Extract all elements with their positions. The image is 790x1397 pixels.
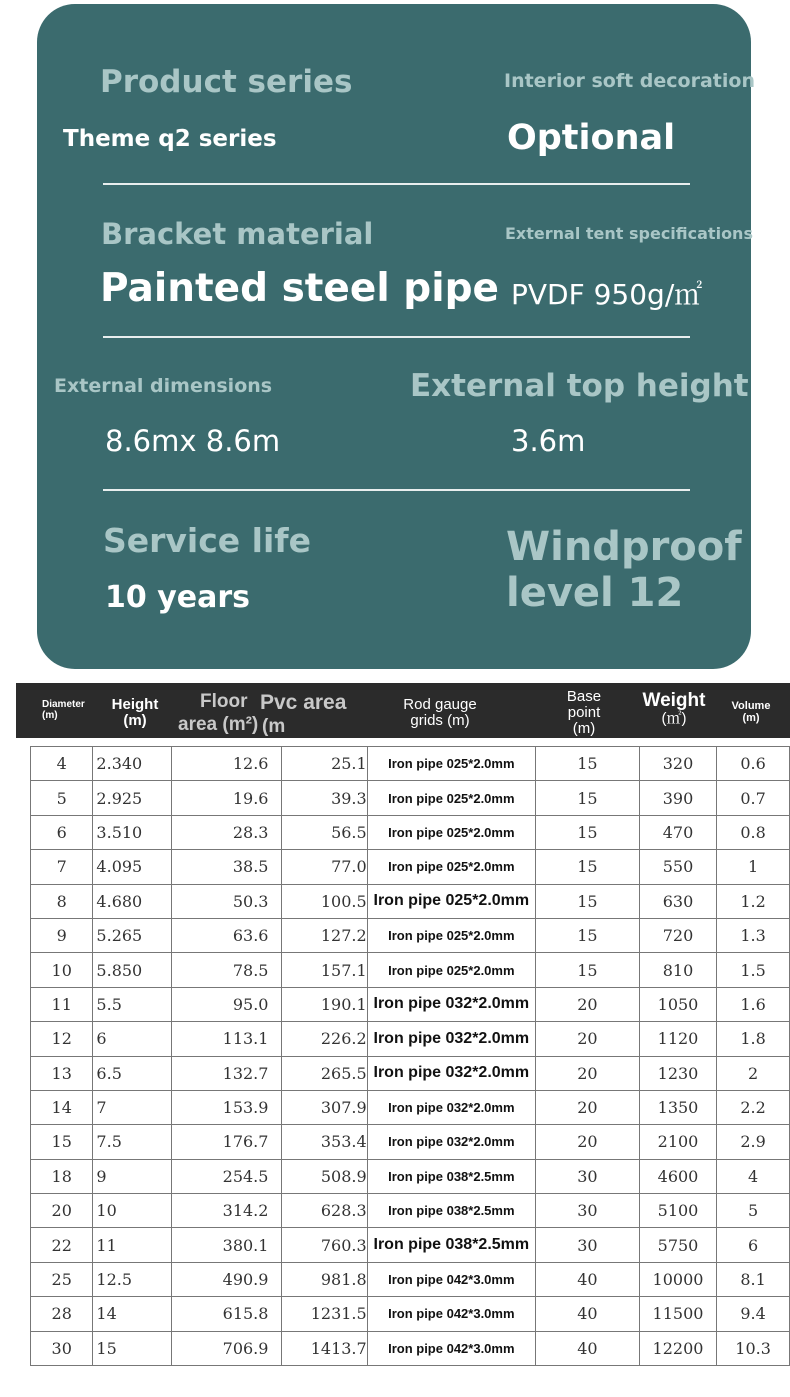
cell-weight: 320 [639, 747, 716, 781]
cell-floor-area: 490.9 [171, 1262, 282, 1296]
cell-rod: Iron pipe 025*2.0mm [367, 918, 535, 952]
cell-height: 4.680 [93, 884, 171, 918]
cell-volume: 0.7 [717, 781, 790, 815]
cell-diameter: 13 [31, 1056, 93, 1090]
cell-height: 5.265 [93, 918, 171, 952]
cell-pvc-area: 628.3 [282, 1194, 367, 1228]
cell-height: 10 [93, 1194, 171, 1228]
header-base [554, 689, 614, 736]
header-base-2: point [567, 703, 601, 721]
cell-base-point: 15 [535, 850, 639, 884]
cell-height: 15 [93, 1331, 171, 1365]
service-value: 10 years [105, 580, 250, 615]
cell-volume: 1 [717, 850, 790, 884]
table-row [31, 918, 790, 952]
cell-floor-area: 176.7 [171, 1125, 282, 1159]
interior-label: Interior soft decoration [504, 70, 755, 92]
cell-height: 3.510 [93, 815, 171, 849]
cell-volume: 9.4 [717, 1297, 790, 1331]
cell-weight: 10000 [639, 1262, 716, 1296]
table-row [31, 815, 790, 849]
cell-floor-area: 19.6 [171, 781, 282, 815]
cell-base-point: 20 [535, 1022, 639, 1056]
cell-pvc-area: 77.0 [282, 850, 367, 884]
table-row [31, 953, 790, 987]
cell-height: 2.925 [93, 781, 171, 815]
cell-diameter: 12 [31, 1022, 93, 1056]
cell-volume: 4 [717, 1159, 790, 1193]
dimensions-value: 8.6mx 8.6m [105, 424, 281, 458]
header-floor-2: area (m²) [178, 714, 259, 735]
cell-rod: Iron pipe 032*2.0mm [367, 1090, 535, 1124]
cell-height: 4.095 [93, 850, 171, 884]
cell-base-point: 30 [535, 1159, 639, 1193]
table-row [31, 1090, 790, 1124]
cell-volume: 2.2 [717, 1090, 790, 1124]
cell-pvc-area: 508.9 [282, 1159, 367, 1193]
cell-floor-area: 38.5 [171, 850, 282, 884]
cell-rod: Iron pipe 042*3.0mm [367, 1331, 535, 1365]
cell-diameter: 6 [31, 815, 93, 849]
header-weight [634, 691, 714, 727]
cell-diameter: 14 [31, 1090, 93, 1124]
cell-diameter: 8 [31, 884, 93, 918]
header-base-1: Base [566, 688, 602, 705]
cell-volume: 1.8 [717, 1022, 790, 1056]
cell-volume: 6 [717, 1228, 790, 1262]
cell-floor-area: 380.1 [171, 1228, 282, 1262]
divider [103, 183, 690, 185]
cell-pvc-area: 760.3 [282, 1228, 367, 1262]
cell-pvc-area: 157.1 [282, 953, 367, 987]
cell-diameter: 5 [31, 781, 93, 815]
header-rod-2: grids (m) [410, 711, 470, 729]
dimensions-label: External dimensions [54, 375, 273, 397]
cell-height: 5.5 [93, 987, 171, 1021]
product-series-value: Theme q2 series [63, 126, 277, 152]
cell-rod: Iron pipe 025*2.0mm [367, 850, 535, 884]
cell-pvc-area: 39.3 [282, 781, 367, 815]
cell-pvc-area: 265.5 [282, 1056, 367, 1090]
cell-height: 5.850 [93, 953, 171, 987]
cell-rod: Iron pipe 032*2.0mm [367, 987, 535, 1021]
header-height-unit: (m) [123, 711, 147, 729]
table-row [31, 1125, 790, 1159]
cell-pvc-area: 25.1 [282, 747, 367, 781]
cell-base-point: 15 [535, 747, 639, 781]
cell-height: 2.340 [93, 747, 171, 781]
cell-diameter: 10 [31, 953, 93, 987]
cell-rod: Iron pipe 042*3.0mm [367, 1262, 535, 1296]
cell-weight: 1230 [639, 1056, 716, 1090]
cell-base-point: 30 [535, 1228, 639, 1262]
cell-base-point: 40 [535, 1297, 639, 1331]
cell-height: 11 [93, 1228, 171, 1262]
cell-base-point: 20 [535, 1125, 639, 1159]
header-diameter-unit: (m) [42, 709, 58, 721]
cell-volume: 1.2 [717, 884, 790, 918]
cell-weight: 1050 [639, 987, 716, 1021]
cell-diameter: 7 [31, 850, 93, 884]
cell-pvc-area: 353.4 [282, 1125, 367, 1159]
cell-pvc-area: 1231.5 [282, 1297, 367, 1331]
cell-volume: 1.3 [717, 918, 790, 952]
header-base-3: (m) [572, 719, 596, 737]
cell-rod: Iron pipe 025*2.0mm [367, 815, 535, 849]
cell-height: 7.5 [93, 1125, 171, 1159]
cell-base-point: 15 [535, 815, 639, 849]
windproof-line2: level 12 [506, 570, 684, 616]
header-volume [722, 701, 780, 724]
cell-floor-area: 706.9 [171, 1331, 282, 1365]
cell-base-point: 15 [535, 953, 639, 987]
cell-floor-area: 153.9 [171, 1090, 282, 1124]
cell-rod: Iron pipe 032*2.0mm [367, 1056, 535, 1090]
table-row [31, 884, 790, 918]
cell-base-point: 30 [535, 1194, 639, 1228]
cell-weight: 390 [639, 781, 716, 815]
cell-pvc-area: 307.9 [282, 1090, 367, 1124]
table-row [31, 1262, 790, 1296]
divider [103, 336, 690, 338]
cell-volume: 0.8 [717, 815, 790, 849]
cell-base-point: 40 [535, 1262, 639, 1296]
table-row [31, 850, 790, 884]
cell-volume: 0.6 [717, 747, 790, 781]
header-diameter-text: Diameter [42, 699, 85, 710]
cell-floor-area: 254.5 [171, 1159, 282, 1193]
cell-height: 6 [93, 1022, 171, 1056]
cell-base-point: 20 [535, 1090, 639, 1124]
cell-base-point: 20 [535, 1056, 639, 1090]
cell-diameter: 20 [31, 1194, 93, 1228]
cell-volume: 1.5 [717, 953, 790, 987]
cell-base-point: 40 [535, 1331, 639, 1365]
cell-rod: Iron pipe 038*2.5mm [367, 1228, 535, 1262]
cell-pvc-area: 981.8 [282, 1262, 367, 1296]
cell-height: 7 [93, 1090, 171, 1124]
cell-rod: Iron pipe 032*2.0mm [367, 1125, 535, 1159]
cell-volume: 1.6 [717, 987, 790, 1021]
cell-pvc-area: 226.2 [282, 1022, 367, 1056]
cell-rod: Iron pipe 025*2.0mm [367, 747, 535, 781]
cell-height: 12.5 [93, 1262, 171, 1296]
cell-diameter: 28 [31, 1297, 93, 1331]
cell-floor-area: 63.6 [171, 918, 282, 952]
cell-diameter: 4 [31, 747, 93, 781]
header-floor-1: Floor [200, 691, 248, 712]
cell-weight: 810 [639, 953, 716, 987]
product-series-label: Product series [100, 64, 353, 100]
cell-base-point: 20 [535, 987, 639, 1021]
cell-diameter: 25 [31, 1262, 93, 1296]
cell-pvc-area: 56.5 [282, 815, 367, 849]
header-weight-1: Weight [642, 690, 706, 711]
cell-rod: Iron pipe 025*2.0mm [367, 953, 535, 987]
tent-label: External tent specifications [505, 224, 753, 243]
cell-volume: 8.1 [717, 1262, 790, 1296]
header-rod-1: Rod gauge [403, 696, 477, 713]
table-row [31, 1056, 790, 1090]
tent-value: PVDF 950g/㎡ [511, 278, 703, 311]
cell-rod: Iron pipe 038*2.5mm [367, 1159, 535, 1193]
table-row [31, 1159, 790, 1193]
header-diameter [42, 700, 92, 721]
cell-rod: Iron pipe 042*3.0mm [367, 1297, 535, 1331]
cell-floor-area: 28.3 [171, 815, 282, 849]
cell-floor-area: 132.7 [171, 1056, 282, 1090]
header-height [100, 697, 170, 729]
cell-pvc-area: 100.5 [282, 884, 367, 918]
cell-volume: 2 [717, 1056, 790, 1090]
cell-diameter: 18 [31, 1159, 93, 1193]
cell-rod: Iron pipe 038*2.5mm [367, 1194, 535, 1228]
cell-volume: 2.9 [717, 1125, 790, 1159]
header-volume-2: (m) [742, 711, 760, 724]
header-volume-1: Volume [731, 700, 771, 712]
divider [103, 489, 690, 491]
table-row [31, 747, 790, 781]
service-label: Service life [103, 521, 312, 560]
cell-diameter: 30 [31, 1331, 93, 1365]
interior-value: Optional [507, 118, 676, 158]
cell-weight: 630 [639, 884, 716, 918]
cell-pvc-area: 127.2 [282, 918, 367, 952]
cell-base-point: 15 [535, 781, 639, 815]
cell-height: 14 [93, 1297, 171, 1331]
cell-weight: 5750 [639, 1228, 716, 1262]
table-row [31, 781, 790, 815]
cell-height: 6.5 [93, 1056, 171, 1090]
table-row [31, 987, 790, 1021]
cell-weight: 5100 [639, 1194, 716, 1228]
header-height-text: Height [111, 696, 159, 713]
cell-rod: Iron pipe 025*2.0mm [367, 781, 535, 815]
spec-table [30, 746, 790, 1366]
bracket-label: Bracket material [101, 217, 374, 251]
top-height-value: 3.6m [511, 424, 586, 458]
cell-weight: 550 [639, 850, 716, 884]
cell-floor-area: 78.5 [171, 953, 282, 987]
header-weight-2: (㎡) [661, 709, 687, 727]
header-rod [380, 697, 500, 729]
cell-diameter: 15 [31, 1125, 93, 1159]
cell-height: 9 [93, 1159, 171, 1193]
cell-weight: 2100 [639, 1125, 716, 1159]
cell-weight: 470 [639, 815, 716, 849]
cell-floor-area: 314.2 [171, 1194, 282, 1228]
cell-diameter: 9 [31, 918, 93, 952]
header-pvc-1: Pvc area [260, 691, 347, 714]
table-row [31, 1022, 790, 1056]
cell-floor-area: 615.8 [171, 1297, 282, 1331]
table-body [31, 747, 790, 1366]
cell-rod: Iron pipe 025*2.0mm [367, 884, 535, 918]
cell-pvc-area: 1413.7 [282, 1331, 367, 1365]
cell-volume: 10.3 [717, 1331, 790, 1365]
cell-floor-area: 113.1 [171, 1022, 282, 1056]
cell-weight: 1120 [639, 1022, 716, 1056]
cell-base-point: 15 [535, 918, 639, 952]
cell-floor-area: 12.6 [171, 747, 282, 781]
bracket-value: Painted steel pipe [100, 266, 499, 311]
cell-weight: 12200 [639, 1331, 716, 1365]
cell-weight: 4600 [639, 1159, 716, 1193]
cell-diameter: 11 [31, 987, 93, 1021]
cell-pvc-area: 190.1 [282, 987, 367, 1021]
table-row [31, 1297, 790, 1331]
table-row [31, 1194, 790, 1228]
cell-base-point: 15 [535, 884, 639, 918]
windproof-line1: Windproof [506, 524, 742, 570]
cell-weight: 720 [639, 918, 716, 952]
cell-rod: Iron pipe 032*2.0mm [367, 1022, 535, 1056]
cell-volume: 5 [717, 1194, 790, 1228]
table-row [31, 1228, 790, 1262]
cell-floor-area: 95.0 [171, 987, 282, 1021]
cell-floor-area: 50.3 [171, 884, 282, 918]
table-row [31, 1331, 790, 1365]
cell-weight: 1350 [639, 1090, 716, 1124]
top-height-label: External top height [410, 368, 749, 404]
header-pvc-2: (m [262, 716, 286, 737]
cell-diameter: 22 [31, 1228, 93, 1262]
cell-weight: 11500 [639, 1297, 716, 1331]
